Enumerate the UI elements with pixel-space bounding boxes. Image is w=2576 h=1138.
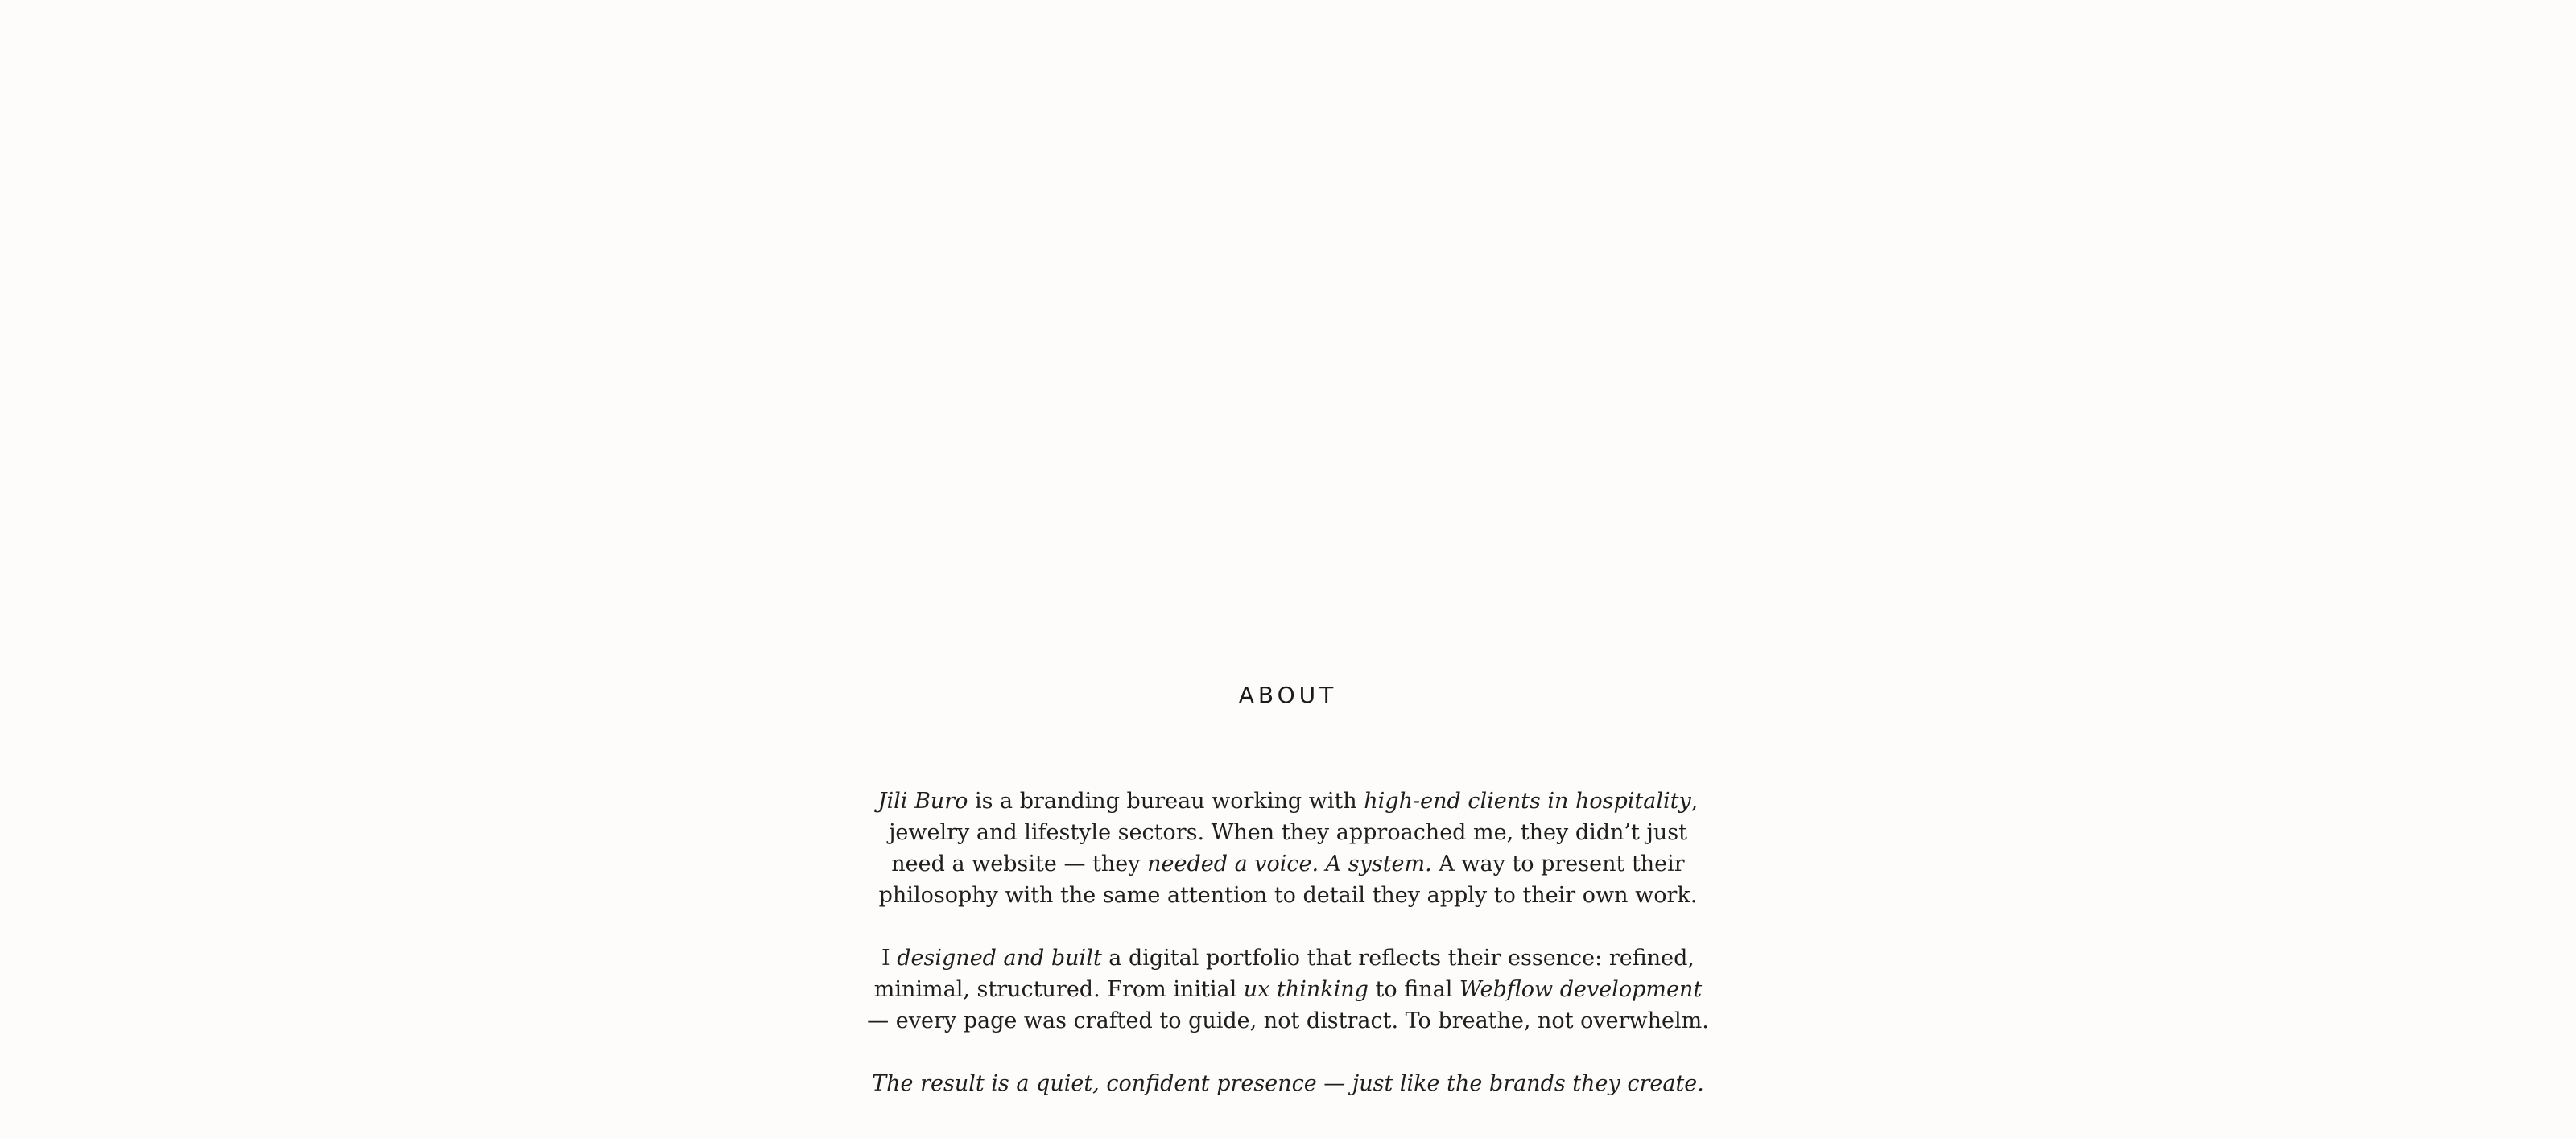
emphasis-text: high-end clients in hospitality: [1364, 789, 1691, 814]
about-section: [0, 676, 2576, 1099]
about-closing-line: The result is a quiet, confident presence — just like the brands they create.: [872, 1071, 1704, 1096]
paragraph-text: — every page was crafted to guide, not distract. To breathe, not overwhelm.: [867, 1008, 1709, 1033]
paragraph-text: I: [881, 946, 898, 971]
paragraph-text: A way to present their philosophy with the same attention to detail they apply to their own work.: [878, 851, 1698, 908]
paragraph-text: , jewelry and lifestyle sectors. When they approached me, they didn’t just need a website — they: [889, 789, 1699, 876]
emphasis-text: designed and built: [897, 946, 1102, 971]
emphasis-text: Webflow development: [1459, 977, 1703, 1002]
about-copy: [861, 785, 1715, 1099]
emphasis-text: needed a voice. A system.: [1147, 851, 1432, 876]
brand-name: Jili Buro: [877, 789, 968, 814]
emphasis-text: ux thinking: [1243, 977, 1368, 1002]
section-title: ABOUT: [1238, 682, 1338, 708]
paragraph-text: is a branding bureau working with: [968, 789, 1364, 814]
paragraph-text: to final: [1368, 977, 1459, 1002]
about-paragraph-1: [861, 785, 1715, 911]
about-paragraph-2: [861, 942, 1715, 1037]
paragraph-text: a digital portfolio that reflects their essence: refined, minimal, structured. From initial: [873, 946, 1695, 1002]
